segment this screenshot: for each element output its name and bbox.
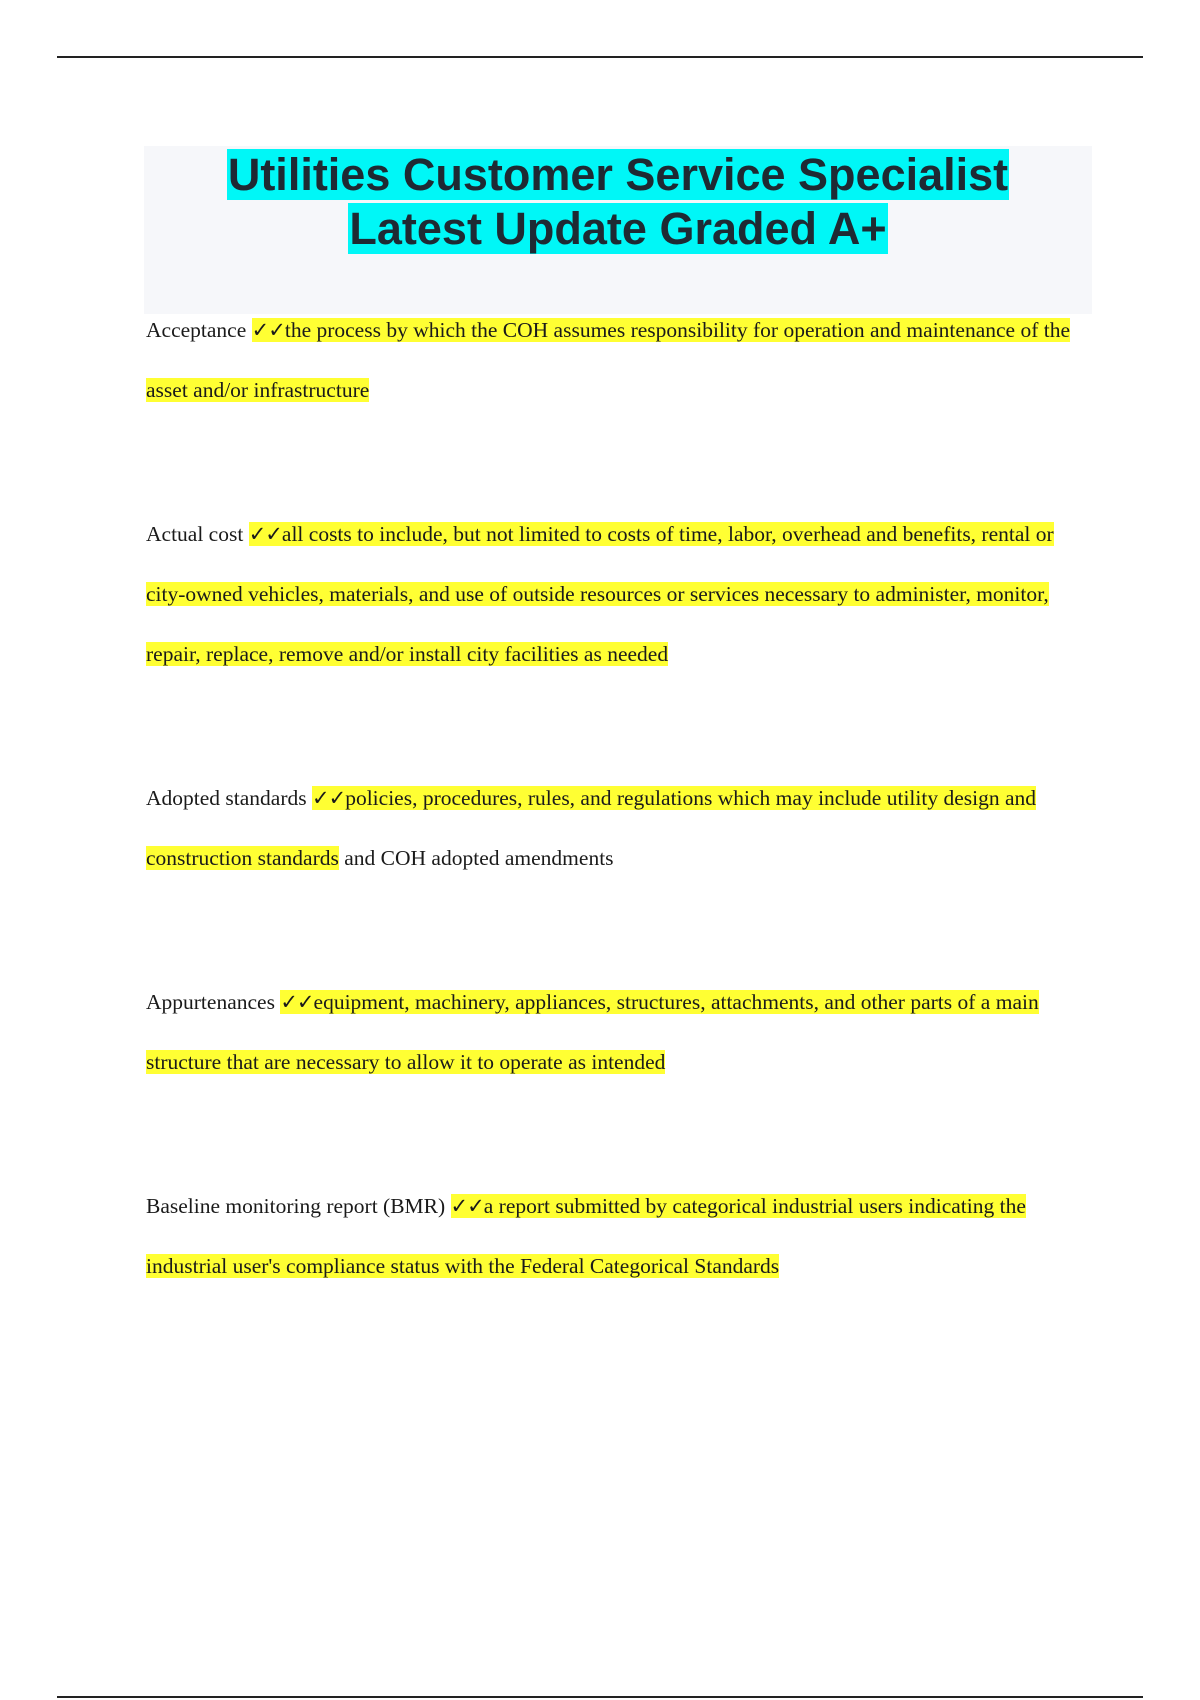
entry-term: Actual cost bbox=[146, 522, 244, 546]
title-line-1: Utilities Customer Service Specialist bbox=[227, 149, 1009, 200]
top-rule bbox=[57, 56, 1143, 58]
entry-definition: ✓✓equipment, machinery, appliances, structures, attachments, and other parts of a main structure that are necessary to allow it to operate as intended bbox=[146, 990, 1039, 1074]
title-box bbox=[144, 146, 1092, 314]
entry-term: Appurtenances bbox=[146, 990, 275, 1014]
entry-acceptance bbox=[146, 300, 1096, 420]
entry-appurtenances bbox=[146, 972, 1096, 1092]
entry-term: Acceptance bbox=[146, 318, 247, 342]
entry-baseline-monitoring-report bbox=[146, 1176, 1096, 1296]
check-mark-icon: ✓✓ bbox=[248, 522, 282, 546]
entry-actual-cost bbox=[146, 504, 1096, 684]
entry-definition: ✓✓policies, procedures, rules, and regulations which may include utility design and construction standards bbox=[146, 786, 1037, 870]
entry-definition: ✓✓a report submitted by categorical industrial users indicating the industrial user's compliance status with the Federal Categorical Standards bbox=[146, 1194, 1026, 1278]
entry-term: Adopted standards bbox=[146, 786, 307, 810]
check-mark-icon: ✓✓ bbox=[450, 1194, 484, 1218]
entry-term: Baseline monitoring report (BMR) bbox=[146, 1194, 446, 1218]
entry-adopted-standards bbox=[146, 768, 1096, 888]
definition-list bbox=[146, 300, 1096, 1296]
entry-definition: ✓✓the process by which the COH assumes responsibility for operation and maintenance of the asset and/or infrastructure bbox=[146, 318, 1070, 402]
check-mark-icon: ✓✓ bbox=[280, 990, 314, 1014]
check-mark-icon: ✓✓ bbox=[312, 786, 346, 810]
entry-tail: and COH adopted amendments bbox=[344, 846, 614, 870]
title-line-2: Latest Update Graded A+ bbox=[349, 203, 887, 254]
bottom-rule bbox=[57, 1696, 1143, 1698]
check-mark-icon: ✓✓ bbox=[251, 318, 285, 342]
entry-definition: ✓✓all costs to include, but not limited to costs of time, labor, overhead and benefits, rental or city-owned vehicles, materials, and use of outside resources or services necessary to administer, monitor, repair, replace, remove and/or install city facilities as needed bbox=[146, 522, 1054, 666]
